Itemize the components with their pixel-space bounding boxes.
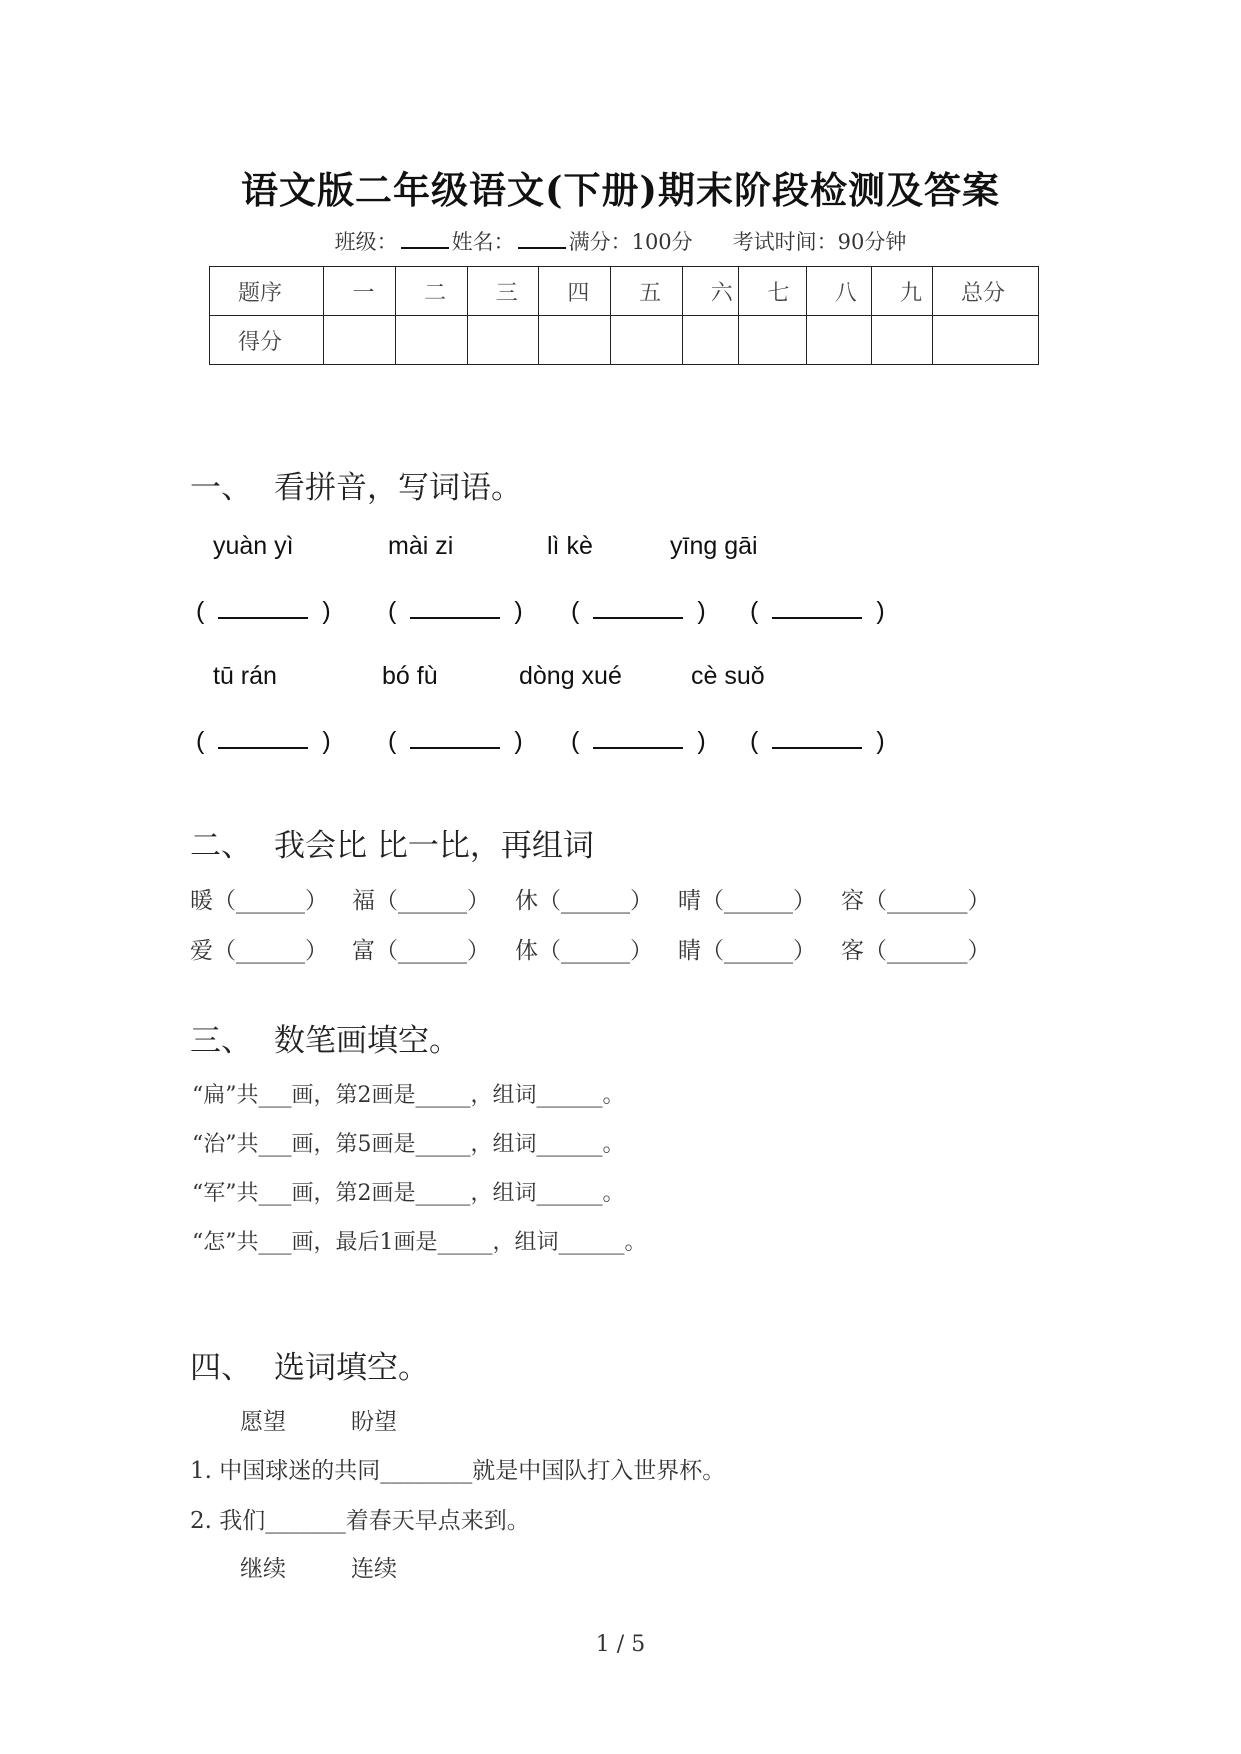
pinyin: dòng xué <box>519 662 622 690</box>
compare-item[interactable]: 客（_______） <box>841 938 991 964</box>
score-cell[interactable] <box>539 316 611 365</box>
compare-item[interactable]: 爱（______） <box>190 938 328 964</box>
section-3-title: 数笔画填空。 <box>274 1023 460 1059</box>
section-1-number: 一、 <box>190 470 252 506</box>
table-cell: 五 <box>611 267 683 316</box>
pinyin: bó fù <box>382 662 438 690</box>
answer-blank[interactable]: ( ) <box>196 727 331 755</box>
page-title: 语文版二年级语文(下册)期末阶段检测及答案 <box>240 168 1000 212</box>
pinyin: lì kè <box>547 532 593 560</box>
score-cell[interactable] <box>872 316 933 365</box>
stroke-question[interactable]: “怎”共___画，最后1画是_____，组词______。 <box>192 1230 647 1255</box>
word-option: 愿望 <box>240 1409 286 1435</box>
table-cell: 三 <box>467 267 539 316</box>
word-option: 继续 <box>240 1556 286 1582</box>
class-label: 班级： <box>334 230 398 254</box>
table-cell: 六 <box>682 267 739 316</box>
answer-blank[interactable]: ( ) <box>388 597 523 625</box>
compare-item[interactable]: 富（______） <box>352 938 490 964</box>
exam-info <box>0 226 1241 256</box>
answer-blank[interactable]: ( ) <box>571 727 706 755</box>
score-table <box>209 266 1039 365</box>
section-4-number: 四、 <box>190 1350 252 1386</box>
compare-item[interactable]: 容（_______） <box>841 888 991 914</box>
pinyin: mài zi <box>388 532 454 560</box>
pinyin: yīng gāi <box>670 532 758 560</box>
score-cell[interactable] <box>682 316 739 365</box>
answer-blank[interactable]: ( ) <box>750 727 885 755</box>
table-cell: 四 <box>539 267 611 316</box>
answer-blank[interactable]: ( ) <box>571 597 706 625</box>
section-2-heading <box>190 820 594 865</box>
table-cell: 二 <box>396 267 468 316</box>
compare-item[interactable]: 晴（______） <box>678 888 816 914</box>
score-cell[interactable] <box>806 316 871 365</box>
section-4-title: 选词填空。 <box>274 1350 429 1386</box>
compare-item[interactable]: 暖（______） <box>190 888 328 914</box>
score-cell[interactable] <box>396 316 468 365</box>
section-2-title: 我会比 比一比，再组词 <box>274 828 594 864</box>
compare-item[interactable]: 睛（______） <box>678 938 816 964</box>
fill-question[interactable]: 1. 中国球迷的共同________就是中国队打入世界杯。 <box>190 1458 726 1484</box>
full-score: 满分：100分 <box>568 230 693 254</box>
score-cell[interactable] <box>933 316 1039 365</box>
answer-blank[interactable]: ( ) <box>196 597 331 625</box>
table-cell: 总分 <box>933 267 1039 316</box>
compare-item[interactable]: 体（______） <box>515 938 653 964</box>
score-table-score-row <box>210 316 1039 365</box>
class-blank <box>401 229 449 249</box>
score-cell[interactable] <box>611 316 683 365</box>
pinyin: yuàn yì <box>213 532 294 560</box>
section-2-number: 二、 <box>190 828 252 864</box>
score-cell[interactable] <box>324 316 396 365</box>
table-cell: 八 <box>806 267 871 316</box>
table-cell: 一 <box>324 267 396 316</box>
compare-item[interactable]: 福（______） <box>352 888 490 914</box>
section-1-heading <box>190 462 522 507</box>
pinyin: tū rán <box>213 662 277 690</box>
score-cell[interactable] <box>467 316 539 365</box>
table-cell: 得分 <box>210 316 324 365</box>
table-cell: 题序 <box>210 267 324 316</box>
page-number: 1 / 5 <box>595 1632 646 1657</box>
section-3-heading <box>190 1015 460 1060</box>
pinyin: cè suǒ <box>691 662 765 690</box>
score-table-header-row <box>210 267 1039 316</box>
table-cell: 七 <box>739 267 806 316</box>
score-cell[interactable] <box>739 316 806 365</box>
stroke-question[interactable]: “扁”共___画，第2画是_____，组词______。 <box>192 1083 625 1108</box>
word-option: 盼望 <box>351 1409 397 1435</box>
section-3-number: 三、 <box>190 1023 252 1059</box>
name-label: 姓名： <box>451 230 515 254</box>
name-blank <box>518 229 566 249</box>
answer-blank[interactable]: ( ) <box>388 727 523 755</box>
fill-question[interactable]: 2. 我们_______着春天早点来到。 <box>190 1508 530 1534</box>
table-cell: 九 <box>872 267 933 316</box>
section-1-title: 看拼音，写词语。 <box>274 470 522 506</box>
exam-time: 考试时间：90分钟 <box>732 230 907 254</box>
answer-blank[interactable]: ( ) <box>750 597 885 625</box>
stroke-question[interactable]: “军”共___画，第2画是_____，组词______。 <box>192 1181 625 1206</box>
stroke-question[interactable]: “治”共___画，第5画是_____，组词______。 <box>192 1132 625 1157</box>
section-4-heading <box>190 1342 429 1387</box>
word-option: 连续 <box>351 1556 397 1582</box>
compare-item[interactable]: 休（______） <box>515 888 653 914</box>
